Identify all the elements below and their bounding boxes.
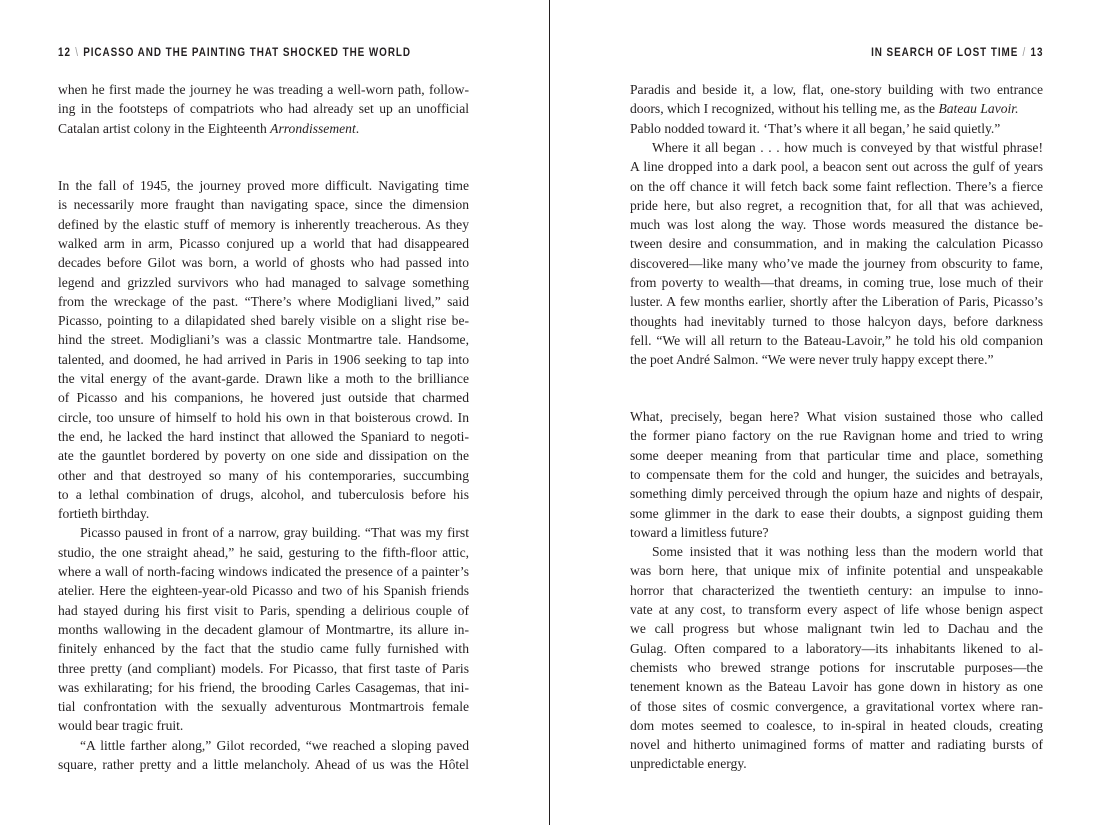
text-line: tial confrontation with the sexually adventurous Montmartrois female xyxy=(58,699,469,715)
text-line: we call progress but whose malignant twin led to Dachau and the xyxy=(630,621,1043,637)
text-line: was exhilarating; for his friend, the brooding Carles Casagemas, that ini- xyxy=(58,679,469,695)
text-line: talented, and doomed, he had arrived in Paris in 1906 seeking to tap into xyxy=(58,351,469,367)
right-page xyxy=(550,0,1100,825)
text-line: circle, too unsure of himself to hold his own in that boisterous crowd. In xyxy=(58,409,469,425)
text-line: dom motes seemed to coalesce, to in-spiral in heated clouds, creating xyxy=(630,717,1043,733)
left-folio: 12 xyxy=(58,47,71,59)
text-line: of those sites of cosmic convergence, a gravitational vortex where ran- xyxy=(630,698,1043,714)
text-line: other and that destroyed so many of his contemporaries, succumbing xyxy=(58,467,469,483)
text-line: What, precisely, began here? What vision sustained those who called xyxy=(630,409,1043,424)
text-line: Catalan artist colony in the Eighteenth Arrondissement. xyxy=(58,120,360,136)
text-line: Gulag. Often compared to a laboratory—its inhabitants likened to al- xyxy=(630,640,1043,656)
text-line: square, rather pretty and a little melancholy. Ahead of us was the Hôtel xyxy=(58,757,469,772)
right-running-head xyxy=(871,47,1043,59)
text-line: where a wall of north-facing windows indicated the presence of a painter’s xyxy=(58,564,469,579)
text-line: unpredictable energy. xyxy=(630,756,747,772)
text-line: on the off chance it will fetch back some faint reflection. There’s a fierce xyxy=(630,178,1043,194)
italic-term: Arrondissement xyxy=(270,120,356,136)
text-line: horror that characterized the twentieth century: an impulse to inno- xyxy=(630,582,1043,598)
text-line: to compensate them for the cold and hunger, the suicides and betrayals, xyxy=(630,466,1043,482)
text-line: much was lost along the way. Those words measured the distance be- xyxy=(630,217,1043,233)
text-line: was born here, that unique mix of infinite potential and unspeakable xyxy=(630,563,1043,579)
right-folio: 13 xyxy=(1030,47,1043,59)
text-line: hind the street. Modigliani’s was a classic Montmartre tale. Handsome, xyxy=(58,332,469,348)
text-line: discovered—like many who’ve made the journey from obscurity to fame, xyxy=(630,255,1043,271)
running-head-separator: \ xyxy=(75,47,79,59)
text-line: would bear tragic fruit. xyxy=(58,718,184,734)
text-line: ate the gauntlet bordered by poverty on one side and dissipation on the xyxy=(58,448,469,464)
text-line: toward a limitless future? xyxy=(630,524,769,540)
italic-term: Bateau Lavoir. xyxy=(938,101,1019,117)
text-line: A line dropped into a dark pool, a beacon sent out across the gulf of years xyxy=(630,159,1043,175)
text-line: luster. A few months earlier, shortly after the Liberation of Paris, Picasso’s xyxy=(630,294,1043,310)
text-line: tenement known as the Bateau Lavoir has gone down in history as one xyxy=(630,679,1043,695)
text-line: Some insisted that it was nothing less than the modern world that xyxy=(652,544,1043,560)
text-line: ing in the footsteps of compatriots who had already set up an unofficial xyxy=(58,101,469,117)
text-line: defined by the elastic stuff of memory is inherently treacherous. As they xyxy=(58,216,469,232)
right-chapter-title: IN SEARCH OF LOST TIME xyxy=(870,47,1018,59)
text-line: fell. “We will all return to the Bateau-Lavoir,” he told his old companion xyxy=(630,332,1043,348)
text-line: finitely enhanced by the fact that the studio came fully furnished with xyxy=(58,641,469,657)
left-book-title: PICASSO AND THE PAINTING THAT SHOCKED THE WORLD xyxy=(83,47,411,59)
text-line: from poverty to wealth—that dreams, in coming true, lose much of their xyxy=(630,275,1043,290)
text-line: when he first made the journey he was treading a well-worn path, follow- xyxy=(58,82,469,97)
text-line: to a lethal combination of drugs, alcohol, and tuberculosis before his xyxy=(58,486,469,502)
text-line: walked arm in arm, Picasso conjured up a world that had disappeared xyxy=(58,235,469,251)
text-line: had stayed during his first visit to Paris, spending a delirious couple of xyxy=(58,602,469,618)
text-line: novel and hitherto unimagined forms of matter and radiating bursts of xyxy=(630,737,1043,753)
text-line: legend and grizzled survivors who had managed to salvage something xyxy=(58,274,469,290)
text-line: some deeper meaning from that particular time and place, something xyxy=(630,447,1043,463)
text-line: atelier. Here the eighteen-year-old Picasso and two of his Spanish friends xyxy=(58,583,469,599)
text-line: three pretty (and compliant) models. For Picasso, that first taste of Paris xyxy=(58,660,469,676)
text-line: Pablo nodded toward it. ‘That’s where it all began,’ he said quietly.” xyxy=(630,120,1001,136)
text-line: thoughts had inevitably turned to those halcyon days, before darkness xyxy=(630,313,1043,329)
text-line: some glimmer in the dark to ease their doubts, a signpost guiding them xyxy=(630,505,1043,521)
text-line: of Picasso and his companions, he hovered just outside that charmed xyxy=(58,390,469,406)
text-line: from the wreckage of the past. “There’s where Modigliani lived,” said xyxy=(58,293,469,309)
text-line: something dimly perceived through the opium haze and nights of despair, xyxy=(630,486,1043,502)
text-line: Picasso paused in front of a narrow, gray building. “That was my first xyxy=(80,525,469,541)
text-line: the end, he lacked the hard instinct that allowed the Spaniard to negoti- xyxy=(58,428,469,444)
text-line: pride here, but also regret, a recognition that, for all that was achieved, xyxy=(630,197,1043,213)
text-line: fortieth birthday. xyxy=(58,506,150,522)
text-line: “A little farther along,” Gilot recorded, “we reached a sloping paved xyxy=(80,737,469,753)
text-line: Paradis and beside it, a low, flat, one-story building with two entrance xyxy=(630,82,1043,97)
text-line: is necessarily more fraught than navigating space, since the dimension xyxy=(58,197,469,213)
left-running-head xyxy=(58,47,411,59)
text-line: studio, the one straight ahead,” he said, gesturing to the fifth-floor attic, xyxy=(58,544,469,560)
running-head-separator: / xyxy=(1022,47,1026,59)
text-line: chemists who brewed strange potions for inscrutable purposes—the xyxy=(630,659,1043,675)
text-line: the poet André Salmon. “We were never truly happy except there.” xyxy=(630,352,994,368)
text-line: In the fall of 1945, the journey proved more difficult. Navigating time xyxy=(58,178,469,193)
text-line: the vital energy of the avant-garde. Drawn like a moth to the brilliance xyxy=(58,371,469,386)
text-line: decades before Gilot was born, a world of ghosts who had passed into xyxy=(58,255,469,271)
text-line: Where it all began . . . how much is conveyed by that wistful phrase! xyxy=(652,139,1043,155)
text-line: tween desire and consummation, and in making the calculation Picasso xyxy=(630,236,1043,252)
text-line: vate at any cost, to transform every aspect of life whose benign aspect xyxy=(630,602,1043,617)
text-line: Picasso, pointing to a dilapidated shed barely visible on a slight rise be- xyxy=(58,313,469,329)
text-line: doors, which I recognized, without his telling me, as the Bateau Lavoir. xyxy=(630,101,1019,117)
text-line: months wallowing in the decadent glamour of Montmartre, its allure in- xyxy=(58,621,469,637)
text-line: the former piano factory on the rue Ravignan home and tried to wring xyxy=(630,428,1043,444)
